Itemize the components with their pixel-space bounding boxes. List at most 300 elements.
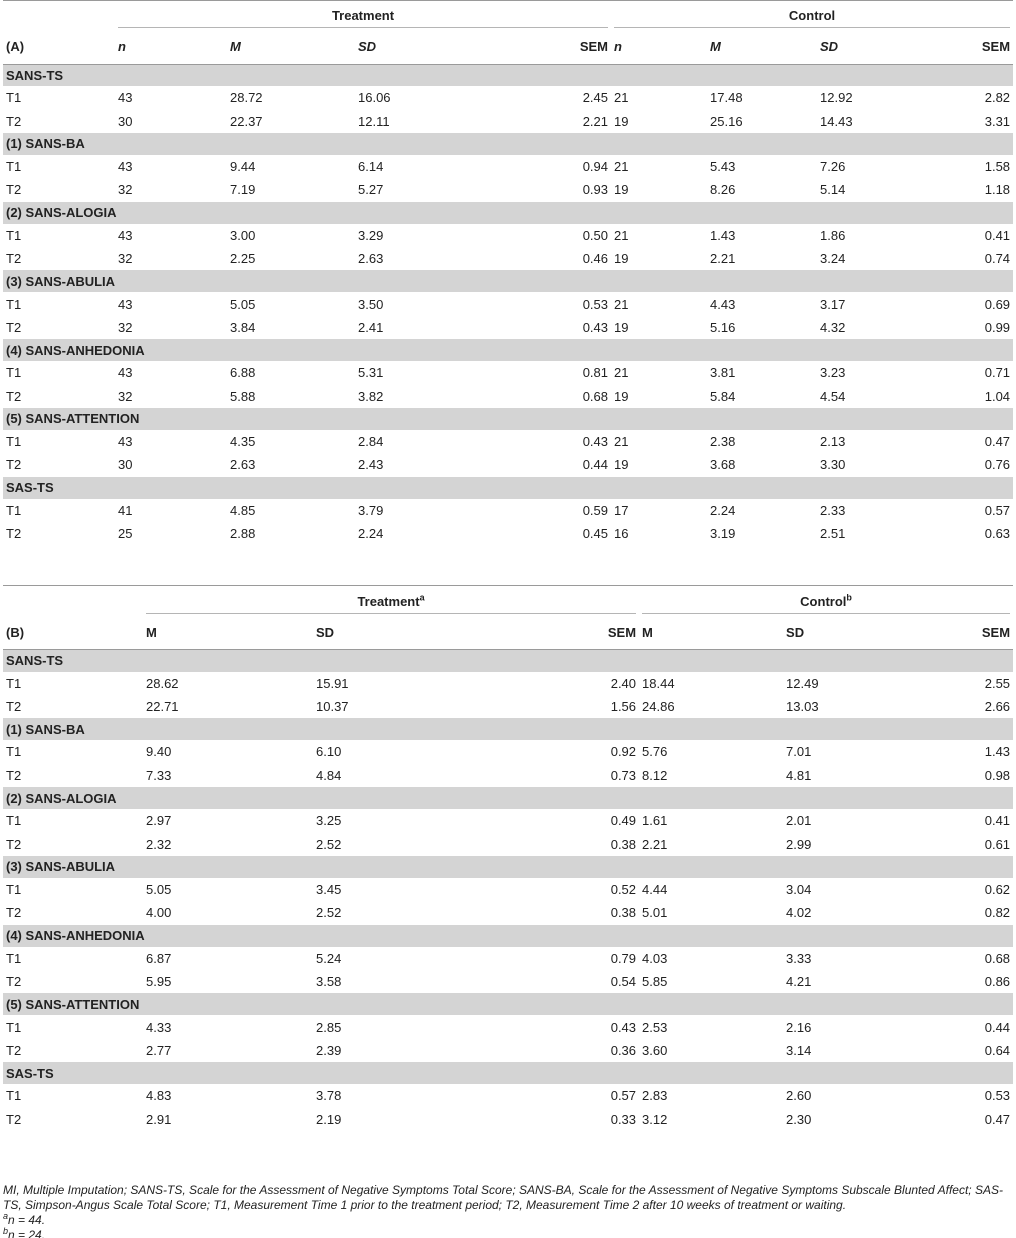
control-sem-cell: 2.66: [984, 699, 1011, 715]
section-header: [3, 64, 1013, 86]
column-header-control-sem: SEM: [945, 30, 1013, 64]
treatment-sd-cell: 3.25: [316, 813, 342, 829]
time-label: T2: [6, 251, 22, 267]
treatment-sem-cell: 0.49: [610, 813, 637, 829]
column-header-control-n: n: [611, 30, 707, 64]
table-row: [3, 1084, 1013, 1107]
table-row: [3, 316, 1013, 339]
time-label: T1: [6, 90, 22, 106]
control-sd-cell: 2.30: [786, 1111, 812, 1127]
section-title: (4) SANS-ANHEDONIA: [3, 925, 1013, 947]
treatment-n-cell: 32: [118, 388, 133, 404]
table-b: [3, 585, 1013, 1131]
table-row: [3, 832, 1013, 855]
control-m-cell: 3.81: [710, 365, 736, 381]
control-m-cell: 3.68: [710, 457, 736, 473]
control-sem-cell: 0.57: [984, 502, 1011, 518]
table-row: [3, 385, 1013, 408]
table-row: [3, 1015, 1013, 1038]
treatment-n-cell: 43: [118, 158, 133, 174]
control-n-cell: 21: [614, 434, 629, 450]
control-sem-cell: 0.64: [984, 1042, 1011, 1058]
control-sd-cell: 13.03: [786, 699, 819, 715]
control-sem-cell: 0.41: [984, 227, 1011, 243]
column-header-control-m: M: [707, 30, 817, 64]
control-n-cell: 21: [614, 227, 629, 243]
section-title: (1) SANS-BA: [3, 718, 1013, 740]
treatment-n-cell: 30: [118, 457, 133, 473]
control-m-cell: 25.16: [710, 113, 743, 129]
treatment-sd-cell: 2.52: [316, 836, 342, 852]
control-sem-cell: 0.86: [984, 974, 1011, 990]
treatment-sem-cell: 0.93: [582, 182, 609, 198]
treatment-n-cell: 32: [118, 182, 133, 198]
treatment-sd-cell: 5.27: [358, 182, 384, 198]
column-header-treatment-sem: SEM: [485, 30, 611, 64]
table-row: [3, 522, 1013, 545]
treatment-m-cell: 4.35: [230, 434, 256, 450]
treatment-n-cell: 43: [118, 434, 133, 450]
control-m-cell: 3.19: [710, 526, 736, 542]
control-sd-cell: 7.01: [786, 744, 812, 760]
treatment-sd-cell: 12.11: [358, 113, 390, 129]
control-sem-cell: 0.41: [984, 813, 1011, 829]
time-label: T2: [6, 113, 22, 129]
control-sd-cell: 4.02: [786, 905, 812, 921]
treatment-sem-cell: 0.43: [582, 319, 609, 335]
table-label: (B): [3, 616, 143, 650]
section-title: (3) SANS-ABULIA: [3, 270, 1013, 292]
control-sd-cell: 2.33: [820, 502, 846, 518]
time-label: T1: [6, 365, 22, 381]
group-header-treatment: Treatment: [118, 8, 608, 28]
control-sem-cell: 0.62: [984, 882, 1011, 898]
control-sem-cell: 2.55: [984, 675, 1011, 691]
control-sd-cell: 2.51: [820, 526, 846, 542]
control-sem-cell: 0.74: [984, 251, 1011, 267]
control-sd-cell: 2.13: [820, 434, 846, 450]
control-m-cell: 2.83: [642, 1088, 668, 1104]
control-m-cell: 3.60: [642, 1042, 668, 1058]
control-m-cell: 4.03: [642, 950, 668, 966]
column-header-treatment-n: n: [115, 30, 227, 64]
control-sd-cell: 2.16: [786, 1019, 812, 1035]
control-n-cell: 21: [614, 365, 629, 381]
control-sd-cell: 5.14: [820, 182, 846, 198]
group-header-control: Control: [614, 8, 1010, 28]
time-label: T1: [6, 227, 22, 243]
control-sem-cell: 1.04: [984, 388, 1011, 404]
control-sem-cell: 0.47: [984, 434, 1011, 450]
control-sd-cell: 7.26: [820, 158, 846, 174]
control-n-cell: 19: [614, 319, 629, 335]
treatment-m-cell: 2.88: [230, 526, 256, 542]
section-title: (2) SANS-ALOGIA: [3, 202, 1013, 224]
treatment-sem-cell: 0.53: [582, 296, 609, 312]
treatment-m-cell: 2.25: [230, 251, 256, 267]
time-label: T2: [6, 1042, 22, 1058]
treatment-sem-cell: 0.73: [610, 767, 637, 783]
treatment-n-cell: 25: [118, 526, 133, 542]
control-sem-cell: 0.71: [984, 365, 1011, 381]
control-sem-cell: 0.99: [984, 319, 1011, 335]
treatment-sem-cell: 0.44: [582, 457, 609, 473]
treatment-m-cell: 28.72: [230, 90, 263, 106]
treatment-m-cell: 2.32: [146, 836, 172, 852]
treatment-m-cell: 2.77: [146, 1042, 172, 1058]
control-n-cell: 19: [614, 113, 629, 129]
control-sem-cell: 1.58: [984, 158, 1011, 174]
section-title: (5) SANS-ATTENTION: [3, 408, 1013, 430]
control-n-cell: 21: [614, 90, 629, 106]
control-sd-cell: 2.01: [786, 813, 812, 829]
treatment-n-cell: 43: [118, 296, 133, 312]
section-title: (3) SANS-ABULIA: [3, 856, 1013, 878]
treatment-n-cell: 30: [118, 113, 133, 129]
treatment-m-cell: 7.33: [146, 767, 172, 783]
table-row: [3, 499, 1013, 522]
control-sem-cell: 0.82: [984, 905, 1011, 921]
footnote-mark-a: a: [419, 592, 425, 603]
section-header: [3, 856, 1013, 878]
control-sem-cell: 0.53: [984, 1088, 1011, 1104]
control-sd-cell: 3.30: [820, 457, 846, 473]
treatment-sem-cell: 1.56: [610, 699, 637, 715]
control-m-cell: 3.12: [642, 1111, 668, 1127]
table-row: [3, 361, 1013, 384]
treatment-m-cell: 2.91: [146, 1111, 172, 1127]
table-row: [3, 86, 1013, 109]
control-n-cell: 19: [614, 457, 629, 473]
table-row: [3, 740, 1013, 763]
time-label: T2: [6, 699, 22, 715]
time-label: T2: [6, 836, 22, 852]
treatment-sem-cell: 0.92: [610, 744, 637, 760]
section-header: [3, 787, 1013, 809]
time-label: T1: [6, 675, 22, 691]
section-title: SANS-TS: [3, 64, 1013, 86]
table-row: [3, 764, 1013, 787]
group-header-treatment: Treatment$^a$: [146, 594, 636, 614]
table-row: [3, 901, 1013, 924]
treatment-sd-cell: 2.41: [358, 319, 384, 335]
section-header: [3, 1062, 1013, 1084]
treatment-m-cell: 9.40: [146, 744, 172, 760]
control-sd-cell: 12.49: [786, 675, 819, 691]
treatment-m-cell: 28.62: [146, 675, 179, 691]
control-sem-cell: 1.43: [984, 744, 1011, 760]
table-a: [3, 0, 1013, 545]
control-sd-cell: 3.23: [820, 365, 846, 381]
table-row: [3, 878, 1013, 901]
treatment-sem-cell: 0.52: [610, 882, 637, 898]
control-m-cell: 4.43: [710, 296, 736, 312]
time-label: T2: [6, 905, 22, 921]
treatment-sem-cell: 0.50: [582, 227, 609, 243]
control-sd-cell: 3.14: [786, 1042, 812, 1058]
control-sd-cell: 2.60: [786, 1088, 812, 1104]
control-sem-cell: 0.63: [984, 526, 1011, 542]
treatment-m-cell: 5.88: [230, 388, 256, 404]
group-header-control: Control$^b$: [642, 594, 1010, 614]
time-label: T1: [6, 882, 22, 898]
control-m-cell: 5.01: [642, 905, 668, 921]
treatment-sd-cell: 3.79: [358, 502, 384, 518]
section-header: [3, 133, 1013, 155]
section-title: (2) SANS-ALOGIA: [3, 787, 1013, 809]
control-m-cell: 8.26: [710, 182, 736, 198]
treatment-m-cell: 4.83: [146, 1088, 172, 1104]
control-m-cell: 5.85: [642, 974, 668, 990]
treatment-m-cell: 4.33: [146, 1019, 172, 1035]
footnote-b: $^b$n = 24.: [3, 1226, 46, 1238]
treatment-sd-cell: 10.37: [316, 699, 349, 715]
control-m-cell: 5.84: [710, 388, 736, 404]
control-sd-cell: 2.99: [786, 836, 812, 852]
control-m-cell: 17.48: [710, 90, 743, 106]
treatment-n-cell: 43: [118, 365, 133, 381]
time-label: T1: [6, 296, 22, 312]
section-title: (4) SANS-ANHEDONIA: [3, 339, 1013, 361]
treatment-n-cell: 32: [118, 319, 133, 335]
treatment-sd-cell: 2.63: [358, 251, 384, 267]
treatment-sem-cell: 0.68: [582, 388, 609, 404]
section-title: (1) SANS-BA: [3, 133, 1013, 155]
treatment-sem-cell: 0.38: [610, 905, 637, 921]
control-sd-cell: 3.04: [786, 882, 812, 898]
control-m-cell: 1.61: [642, 813, 668, 829]
table-row: [3, 1039, 1013, 1062]
treatment-m-cell: 6.88: [230, 365, 256, 381]
treatment-m-cell: 6.87: [146, 950, 172, 966]
time-label: T2: [6, 526, 22, 542]
control-sem-cell: 0.61: [984, 836, 1011, 852]
time-label: T1: [6, 434, 22, 450]
treatment-sd-cell: 5.31: [358, 365, 384, 381]
section-header: [3, 993, 1013, 1015]
control-sem-cell: 0.47: [984, 1111, 1011, 1127]
column-header-treatment-sd: SD: [355, 30, 485, 64]
treatment-sd-cell: 2.85: [316, 1019, 342, 1035]
section-header: [3, 270, 1013, 292]
treatment-sem-cell: 0.43: [610, 1019, 637, 1035]
treatment-m-cell: 4.85: [230, 502, 256, 518]
table-row: [3, 1108, 1013, 1131]
table-row: [3, 695, 1013, 718]
treatment-sd-cell: 2.84: [358, 434, 384, 450]
control-n-cell: 21: [614, 158, 629, 174]
time-label: T2: [6, 974, 22, 990]
control-m-cell: 18.44: [642, 675, 675, 691]
control-m-cell: 2.53: [642, 1019, 668, 1035]
treatment-sem-cell: 2.45: [582, 90, 609, 106]
table-row: [3, 430, 1013, 453]
treatment-m-cell: 7.19: [230, 182, 256, 198]
time-label: T1: [6, 502, 22, 518]
table-row: [3, 947, 1013, 970]
control-m-cell: 2.38: [710, 434, 736, 450]
control-sd-cell: 3.33: [786, 950, 812, 966]
treatment-sd-cell: 2.43: [358, 457, 384, 473]
column-header-treatment-sem: SEM: [483, 616, 639, 650]
control-m-cell: 2.24: [710, 502, 736, 518]
table-row: [3, 247, 1013, 270]
table-row: [3, 453, 1013, 476]
table-row: [3, 809, 1013, 832]
treatment-m-cell: 5.05: [230, 296, 256, 312]
control-sem-cell: 0.44: [984, 1019, 1011, 1035]
section-header: [3, 408, 1013, 430]
treatment-sd-cell: 2.19: [316, 1111, 342, 1127]
time-label: T2: [6, 767, 22, 783]
table-row: [3, 292, 1013, 315]
treatment-m-cell: 5.05: [146, 882, 172, 898]
control-n-cell: 19: [614, 182, 629, 198]
treatment-sd-cell: 6.14: [358, 158, 384, 174]
time-label: T2: [6, 457, 22, 473]
section-header: [3, 477, 1013, 499]
treatment-sd-cell: 3.29: [358, 227, 384, 243]
time-label: T2: [6, 319, 22, 335]
control-sd-cell: 4.32: [820, 319, 846, 335]
abbreviations-note: MI, Multiple Imputation; SANS-TS, Scale for the Assessment of Negative Symptoms Total Score; SANS-BA, Scale for the Assessment of Negative Symptoms Subscale Blunted Affect; SAS-TS, Simpson-Angus Scale Total Score; T1, Measurement Time 1 prior to the treatment period; T2, Measurement Time 2 after 10 weeks of treatment or waiting.: [3, 1183, 1003, 1212]
control-m-cell: 24.86: [642, 699, 675, 715]
treatment-sem-cell: 0.36: [610, 1042, 637, 1058]
column-header-control-sem: SEM: [951, 616, 1013, 650]
control-n-cell: 21: [614, 296, 629, 312]
treatment-m-cell: 9.44: [230, 158, 256, 174]
control-m-cell: 2.21: [642, 836, 668, 852]
treatment-n-cell: 43: [118, 90, 133, 106]
control-sd-cell: 3.17: [820, 296, 846, 312]
section-title: (5) SANS-ATTENTION: [3, 993, 1013, 1015]
table-row: [3, 178, 1013, 201]
section-title: SAS-TS: [3, 1062, 1013, 1084]
treatment-sem-cell: 2.40: [610, 675, 637, 691]
treatment-sd-cell: 2.39: [316, 1042, 342, 1058]
treatment-sem-cell: 0.59: [582, 502, 609, 518]
treatment-sd-cell: 15.91: [316, 675, 349, 691]
column-header-control-sd: SD: [817, 30, 945, 64]
control-n-cell: 17: [614, 502, 629, 518]
treatment-sd-cell: 3.50: [358, 296, 384, 312]
treatment-sd-cell: 16.06: [358, 90, 391, 106]
control-m-cell: 5.16: [710, 319, 736, 335]
time-label: T1: [6, 813, 22, 829]
time-label: T1: [6, 744, 22, 760]
treatment-sd-cell: 6.10: [316, 744, 342, 760]
time-label: T1: [6, 158, 22, 174]
treatment-m-cell: 2.63: [230, 457, 256, 473]
control-sd-cell: 1.86: [820, 227, 846, 243]
table-row: [3, 970, 1013, 993]
control-m-cell: 5.43: [710, 158, 736, 174]
section-title: SAS-TS: [3, 477, 1013, 499]
column-header-treatment-sd: SD: [313, 616, 483, 650]
treatment-n-cell: 43: [118, 227, 133, 243]
control-m-cell: 1.43: [710, 227, 736, 243]
control-sd-cell: 4.81: [786, 767, 812, 783]
control-sem-cell: 2.82: [984, 90, 1011, 106]
treatment-sem-cell: 0.46: [582, 251, 609, 267]
column-header-control-sd: SD: [783, 616, 951, 650]
footnote-a: $^a$n = 44.: [3, 1211, 46, 1227]
treatment-sem-cell: 0.43: [582, 434, 609, 450]
treatment-m-cell: 2.97: [146, 813, 172, 829]
time-label: T2: [6, 182, 22, 198]
treatment-sem-cell: 0.57: [610, 1088, 637, 1104]
time-label: T2: [6, 1111, 22, 1127]
control-sd-cell: 3.24: [820, 251, 846, 267]
control-m-cell: 5.76: [642, 744, 668, 760]
control-m-cell: 4.44: [642, 882, 668, 898]
treatment-sem-cell: 0.79: [610, 950, 637, 966]
treatment-n-cell: 41: [118, 502, 133, 518]
table-label: (A): [3, 30, 115, 64]
treatment-m-cell: 4.00: [146, 905, 172, 921]
treatment-m-cell: 5.95: [146, 974, 172, 990]
treatment-sd-cell: 4.84: [316, 767, 342, 783]
section-header: [3, 650, 1013, 672]
table-row: [3, 224, 1013, 247]
treatment-sem-cell: 2.21: [582, 113, 609, 129]
treatment-sem-cell: 0.54: [610, 974, 637, 990]
treatment-n-cell: 32: [118, 251, 133, 267]
section-title: SANS-TS: [3, 650, 1013, 672]
control-sem-cell: 0.68: [984, 950, 1011, 966]
treatment-sem-cell: 0.81: [582, 365, 609, 381]
treatment-m-cell: 3.00: [230, 227, 256, 243]
section-header: [3, 718, 1013, 740]
treatment-sd-cell: 3.58: [316, 974, 342, 990]
treatment-sd-cell: 3.45: [316, 882, 342, 898]
treatment-sd-cell: 3.78: [316, 1088, 342, 1104]
control-sd-cell: 4.54: [820, 388, 846, 404]
table-row: [3, 109, 1013, 132]
section-header: [3, 202, 1013, 224]
control-n-cell: 16: [614, 526, 629, 542]
control-sem-cell: 1.18: [984, 182, 1011, 198]
table-row: [3, 672, 1013, 695]
treatment-sd-cell: 5.24: [316, 950, 342, 966]
control-sem-cell: 0.76: [984, 457, 1011, 473]
control-n-cell: 19: [614, 251, 629, 267]
column-header-treatment-m: M: [227, 30, 355, 64]
control-sem-cell: 3.31: [984, 113, 1011, 129]
control-sd-cell: 14.43: [820, 113, 853, 129]
column-header-control-m: M: [639, 616, 783, 650]
control-sd-cell: 4.21: [786, 974, 812, 990]
control-n-cell: 19: [614, 388, 629, 404]
time-label: T2: [6, 388, 22, 404]
treatment-sem-cell: 0.45: [582, 526, 609, 542]
control-sem-cell: 0.69: [984, 296, 1011, 312]
control-m-cell: 2.21: [710, 251, 736, 267]
treatment-sem-cell: 0.94: [582, 158, 609, 174]
control-sd-cell: 12.92: [820, 90, 853, 106]
table-row: [3, 155, 1013, 178]
treatment-sem-cell: 0.33: [610, 1111, 637, 1127]
section-header: [3, 339, 1013, 361]
column-header-treatment-m: M: [143, 616, 313, 650]
treatment-sd-cell: 2.24: [358, 526, 384, 542]
footnote-mark-b: b: [846, 592, 852, 603]
treatment-sd-cell: 2.52: [316, 905, 342, 921]
section-header: [3, 925, 1013, 947]
treatment-m-cell: 3.84: [230, 319, 256, 335]
treatment-sem-cell: 0.38: [610, 836, 637, 852]
control-sem-cell: 0.98: [984, 767, 1011, 783]
